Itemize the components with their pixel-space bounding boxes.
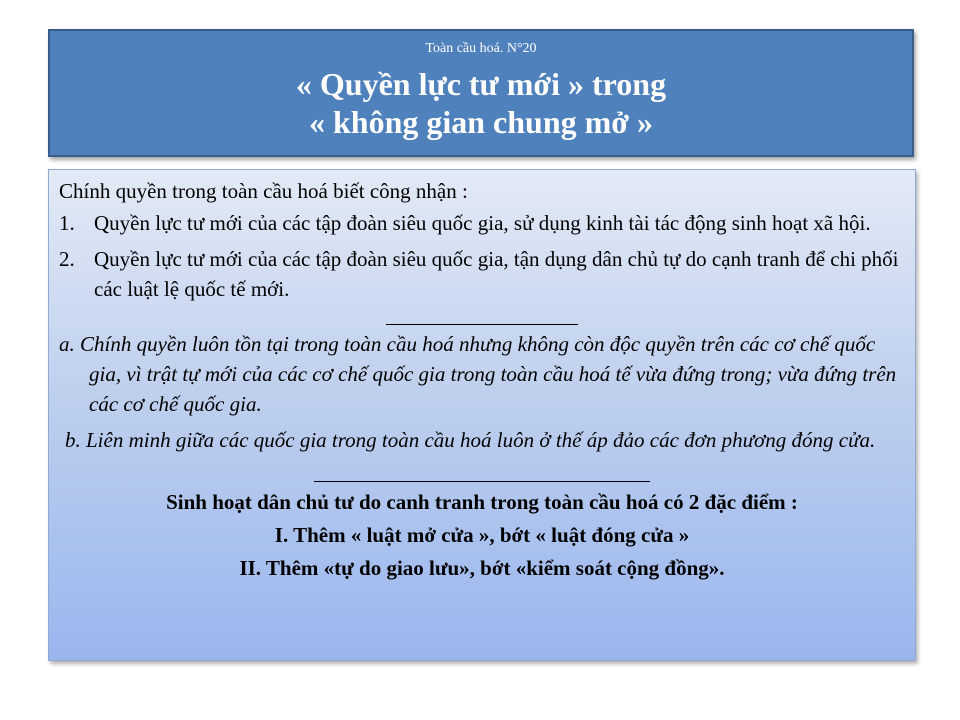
content-box bbox=[48, 169, 916, 661]
separator-line bbox=[386, 310, 578, 325]
separator-line bbox=[314, 467, 650, 482]
point-one: I. Thêm « luật mở cửa », bớt « luật đóng cửa » bbox=[274, 523, 690, 547]
slide-title bbox=[50, 65, 912, 141]
list-item-text: Quyền lực tư mới của các tập đoàn siêu quốc gia, sử dụng kinh tài tác động sinh hoạt xã hội. bbox=[94, 211, 871, 235]
point-two: II. Thêm «tự do giao lưu», bớt «kiểm soát cộng đồng». bbox=[239, 556, 725, 580]
title-line-2: « không gian chung mở » bbox=[308, 104, 654, 140]
intro-text: Chính quyền trong toàn cầu hoá biết công nhận : bbox=[59, 179, 468, 203]
paragraph-b: b. Liên minh giữa các quốc gia trong toàn cầu hoá luôn ở thế áp đảo các đơn phương đóng cửa. bbox=[65, 428, 876, 452]
list-number: 1. bbox=[59, 211, 75, 235]
list-item-2 bbox=[59, 244, 905, 304]
summary-heading: Sinh hoạt dân chủ tư do canh tranh trong toàn cầu hoá có 2 đặc điểm : bbox=[166, 490, 798, 514]
title-box bbox=[48, 29, 914, 157]
list-number: 2. bbox=[59, 247, 75, 271]
paragraph-a: a. Chính quyền luôn tồn tại trong toàn cầu hoá nhưng không còn độc quyền trên các cơ chế quốc gia, vì trật tự mới của các cơ chế quốc gia trong toàn cầu hoá tế vừa đứng trong; vừa đứng trên các cơ chế quốc gia. bbox=[59, 332, 897, 416]
slide-subtitle: Toàn cầu hoá. N°20 bbox=[425, 41, 537, 56]
list-item-text: Quyền lực tư mới của các tập đoàn siêu quốc gia, tận dụng dân chủ tự do cạnh tranh để chi phối các luật lệ quốc tế mới. bbox=[94, 247, 899, 301]
title-line-1: « Quyền lực tư mới » trong bbox=[295, 66, 667, 102]
list-item-1 bbox=[59, 208, 905, 238]
